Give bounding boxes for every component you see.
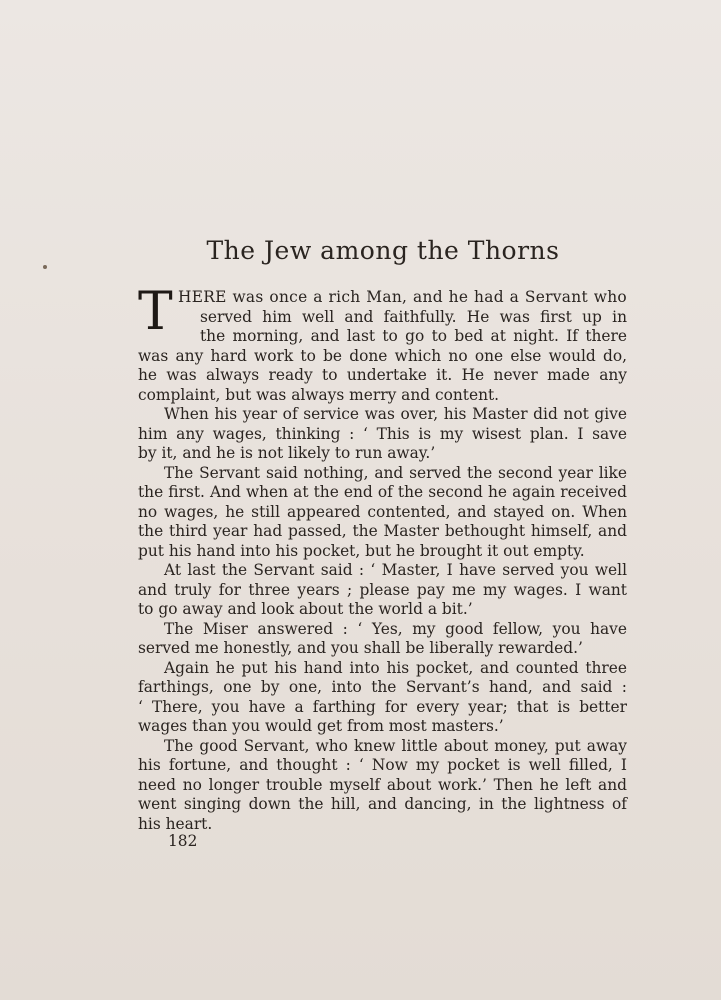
text-line: and truly for three years ; please pay me my wages. I want [138,580,627,599]
drop-cap-letter: T [138,282,173,342]
page-speck [43,265,47,269]
text-line: no wages, he still appeared contented, and stayed on. When [138,502,627,521]
text-line: put his hand into his pocket, but he brought it out empty. [138,541,585,560]
text-line: him any wages, thinking : ‘ This is my wisest plan. I save [138,424,627,443]
chapter-title: The Jew among the Thorns [206,236,560,265]
text-line: his fortune, and thought : ‘ Now my pocket is well filled, I [138,756,627,774]
text-line: complaint, but was always merry and content. [138,385,500,404]
text-line: wages than you would get from most masters.’ [138,717,504,735]
text-line: the first. And when at the end of the second he again received [138,483,627,501]
text-line: to go away and look about the world a bit.’ [138,600,473,618]
text-line: ‘ There, you have a farthing for every year; that is better [138,697,627,716]
text-line: When his year of service was over, his Master did not give [164,405,627,423]
text-line: At last the Servant said : ‘ Master, I have served you well [164,561,627,579]
page-number: 182 [168,832,198,850]
text-line: farthings, one by one, into the Servant’s hand, and said : [138,678,627,696]
story-text [138,282,627,834]
text-line: The Miser answered : ‘ Yes, my good fellow, you have [164,619,627,638]
text-line: served me honestly, and you shall be liberally rewarded.’ [138,639,583,657]
text-line: served him well and faithfully. He was first up in [200,307,627,326]
text-line: was any hard work to be done which no one else would do, [138,346,627,365]
text-line: The Servant said nothing, and served the second year like [164,463,627,482]
text-line: The good Servant, who knew little about money, put away [164,736,627,755]
text-line: he was always ready to undertake it. He never made any [138,366,627,384]
text-line: Again he put his hand into his pocket, and counted three [164,658,627,677]
text-line: his heart. [138,814,213,833]
text-line: went singing down the hill, and dancing, in the lightness of [138,795,627,813]
text-line: the third year had passed, the Master bethought himself, and [138,522,627,540]
text-line: the morning, and last to go to bed at night. If there [200,327,627,345]
text-line: need no longer trouble myself about work.’ Then he left and [138,775,627,794]
text-line: HERE was once a rich Man, and he had a Servant who [178,288,627,306]
text-line: by it, and he is not likely to run away.’ [138,444,436,462]
